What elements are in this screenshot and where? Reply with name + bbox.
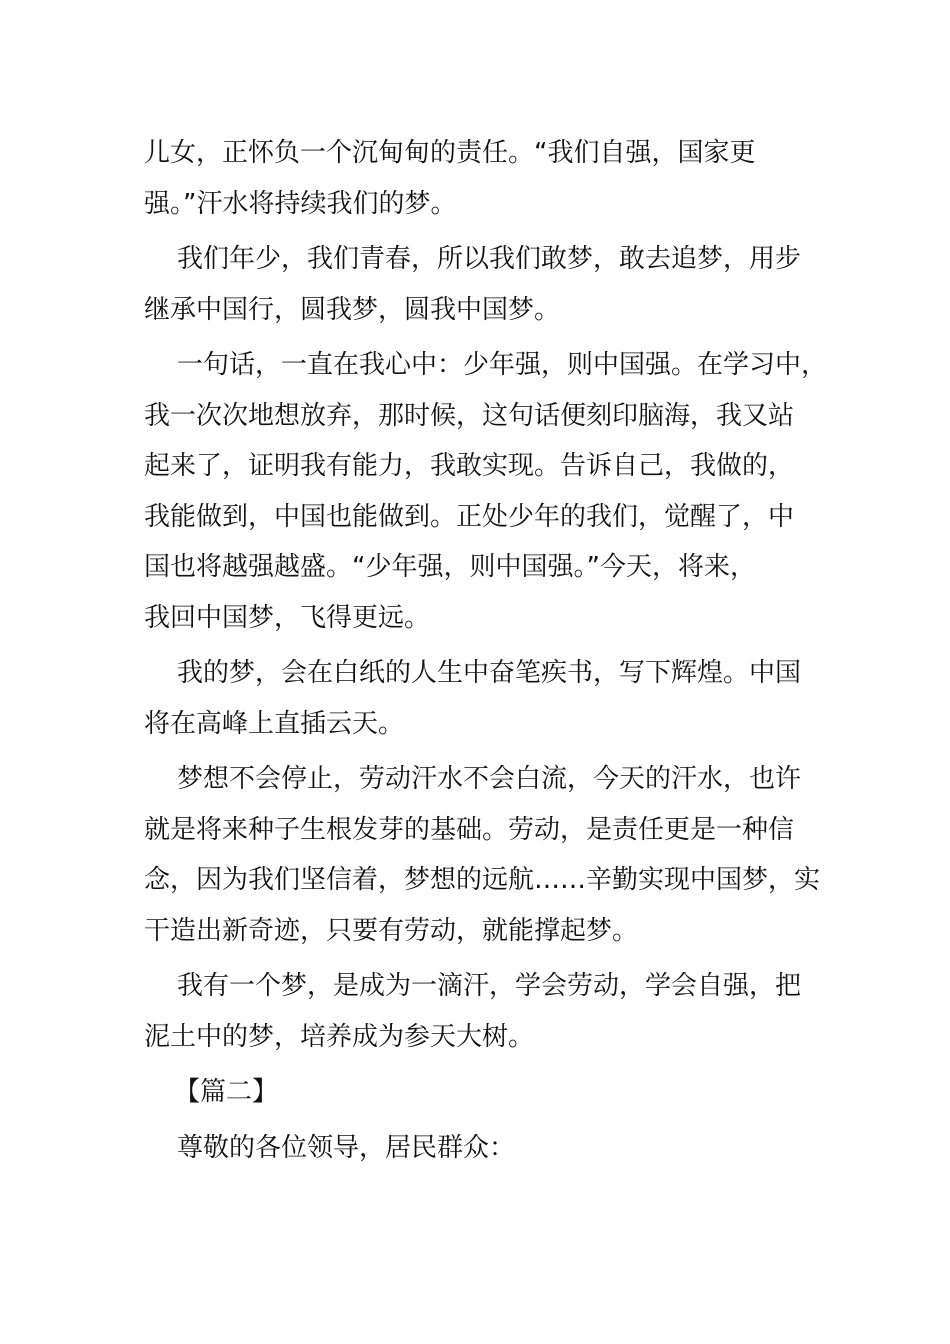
paragraph-3 [144,340,828,643]
paragraph-line: 干造出新奇迹，只要有劳动，就能撑起梦。 [144,915,639,946]
paragraph-line: 梦想不会停止，劳动汗水不会白流，今天的汗水，也许 [177,764,802,794]
paragraph-line: 一句话，一直在我心中：少年强，则中国强。在学习中， [177,350,828,380]
paragraph-line: 念，因为我们坚信着，梦想的远航……辛勤实现中国梦，实 [144,865,821,895]
salutation: 尊敬的各位领导，居民群众： [177,1132,516,1163]
paragraph-line: 我们年少，我们青春，所以我们敢梦，敢去追梦，用步 [177,244,802,274]
paragraph-line: 我回中国梦，飞得更远。 [144,602,431,633]
paragraph-line: 就是将来种子生根发芽的基础。劳动，是责任更是一种信 [144,814,795,845]
paragraph-1 [144,128,814,229]
paragraph-2 [144,234,814,335]
paragraph-line: 继承中国行，圆我梦，圆我中国梦。 [144,294,561,325]
paragraph-line: 强。”汗水将持续我们的梦。 [144,188,457,219]
paragraph-4 [144,648,814,749]
document-body [144,128,828,1178]
section-heading-block [144,1067,814,1118]
salutation-block [144,1123,814,1174]
paragraph-line: 将在高峰上直插云天。 [144,708,405,739]
section-heading: 【篇二】 [174,1077,279,1107]
paragraph-6 [144,961,814,1062]
paragraph-line: 我能做到，中国也能做到。正处少年的我们，觉醒了，中 [144,501,795,532]
paragraph-line: 我有一个梦，是成为一滴汗，学会劳动，学会自强，把 [177,971,802,1001]
paragraph-line: 我的梦，会在白纸的人生中奋笔疾书，写下辉煌。中国 [177,658,802,688]
paragraph-line: 我一次次地想放弃，那时候，这句话便刻印脑海，我又站 [144,400,795,431]
paragraph-line: 泥土中的梦，培养成为参天大树。 [144,1021,535,1052]
paragraph-line: 国也将越强越盛。“少年强，则中国强。”今天，将来， [144,552,756,582]
paragraph-line: 起来了，证明我有能力，我敢实现。告诉自己，我做的， [144,451,795,481]
paragraph-line: 儿女，正怀负一个沉甸甸的责任。“我们自强，国家更 [144,138,756,168]
paragraph-5 [144,754,821,956]
